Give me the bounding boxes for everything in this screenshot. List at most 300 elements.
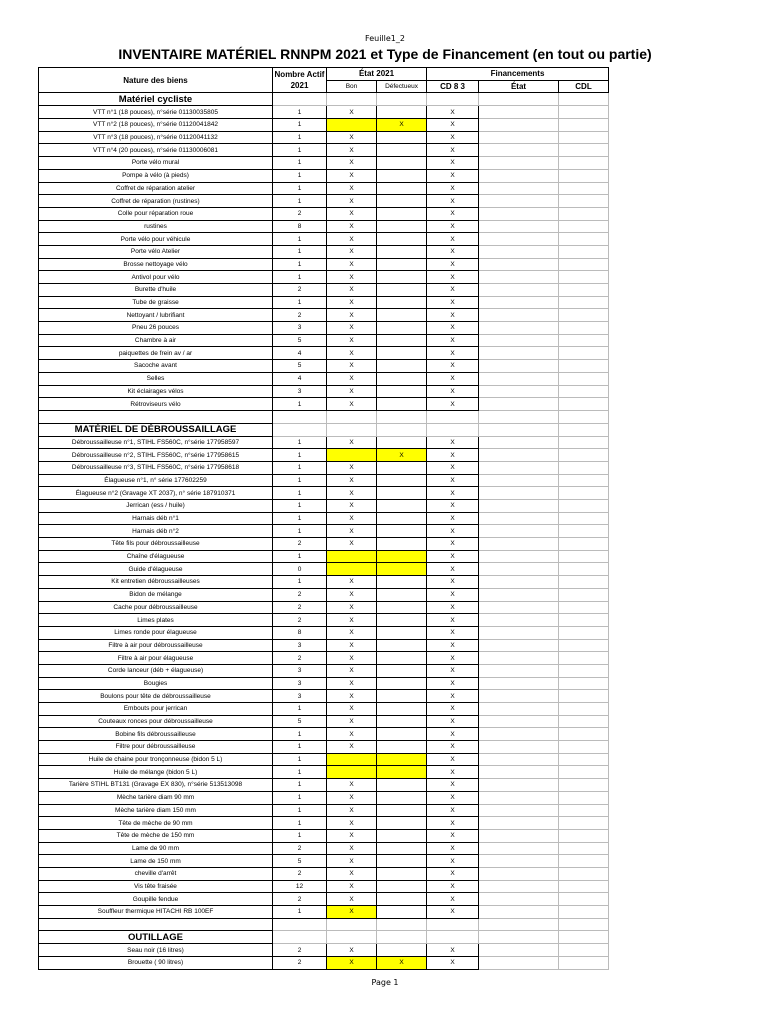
item-name: Jerrican (ess / huile) [39, 500, 273, 513]
item-count: 2 [273, 944, 327, 957]
etat-defectueux [377, 195, 427, 208]
etat-defectueux [377, 766, 427, 779]
fin-etat [479, 398, 559, 411]
fin-etat [479, 576, 559, 589]
section-header-row [39, 423, 609, 436]
fin-cd83: X [427, 284, 479, 297]
etat-bon: X [327, 626, 377, 639]
etat-defectueux [377, 207, 427, 220]
spacer-cell [377, 918, 427, 931]
item-count: 2 [273, 867, 327, 880]
item-name: Bougies [39, 677, 273, 690]
table-row [39, 258, 609, 271]
etat-bon: X [327, 703, 377, 716]
fin-cdl [559, 436, 609, 449]
fin-cdl [559, 131, 609, 144]
etat-bon: X [327, 842, 377, 855]
fin-cd83: X [427, 779, 479, 792]
item-name: Chambre à air [39, 334, 273, 347]
fin-cd83: X [427, 436, 479, 449]
etat-defectueux [377, 245, 427, 258]
fin-cd83: X [427, 906, 479, 919]
etat-defectueux [377, 741, 427, 754]
item-count: 1 [273, 436, 327, 449]
fin-cd83: X [427, 245, 479, 258]
item-count: 1 [273, 728, 327, 741]
fin-etat [479, 588, 559, 601]
item-name: Porte vélo mural [39, 157, 273, 170]
fin-etat [479, 182, 559, 195]
fin-cdl [559, 893, 609, 906]
etat-defectueux [377, 233, 427, 246]
fin-etat [479, 563, 559, 576]
section-empty-cell [377, 931, 427, 944]
item-name: Filtre à air pour élagueuse [39, 652, 273, 665]
spacer-cell [427, 918, 479, 931]
header-etat-financement: État [479, 80, 559, 93]
fin-cdl [559, 664, 609, 677]
etat-bon: X [327, 867, 377, 880]
item-name: Embouts pour jerrican [39, 703, 273, 716]
fin-etat [479, 131, 559, 144]
fin-etat [479, 334, 559, 347]
item-count: 8 [273, 626, 327, 639]
fin-cd83: X [427, 334, 479, 347]
table-row [39, 576, 609, 589]
fin-cdl [559, 258, 609, 271]
etat-bon: X [327, 334, 377, 347]
item-count: 2 [273, 652, 327, 665]
fin-etat [479, 157, 559, 170]
item-name: Tête fils pour débroussailleuse [39, 538, 273, 551]
fin-etat [479, 106, 559, 119]
fin-etat [479, 500, 559, 513]
fin-cdl [559, 944, 609, 957]
fin-cdl [559, 779, 609, 792]
fin-cdl [559, 576, 609, 589]
fin-cd83: X [427, 626, 479, 639]
item-name: Bobine fils débroussailleuse [39, 728, 273, 741]
etat-defectueux [377, 791, 427, 804]
etat-bon: X [327, 639, 377, 652]
etat-bon: X [327, 677, 377, 690]
etat-defectueux [377, 817, 427, 830]
table-row [39, 855, 609, 868]
etat-defectueux [377, 804, 427, 817]
item-name: Cache pour débroussailleuse [39, 601, 273, 614]
fin-etat [479, 372, 559, 385]
table-row [39, 753, 609, 766]
spacer-cell [39, 410, 273, 423]
fin-cdl [559, 474, 609, 487]
fin-cdl [559, 398, 609, 411]
fin-etat [479, 385, 559, 398]
table-row [39, 169, 609, 182]
etat-defectueux [377, 131, 427, 144]
fin-etat [479, 817, 559, 830]
etat-defectueux [377, 525, 427, 538]
table-row [39, 245, 609, 258]
etat-bon: X [327, 106, 377, 119]
fin-cdl [559, 322, 609, 335]
fin-cdl [559, 372, 609, 385]
etat-defectueux [377, 690, 427, 703]
table-row [39, 284, 609, 297]
fin-etat [479, 880, 559, 893]
fin-cdl [559, 829, 609, 842]
item-count: 4 [273, 372, 327, 385]
fin-cdl [559, 652, 609, 665]
etat-defectueux [377, 728, 427, 741]
etat-bon [327, 753, 377, 766]
fin-cd83: X [427, 233, 479, 246]
fin-etat [479, 893, 559, 906]
table-row [39, 525, 609, 538]
table-row [39, 182, 609, 195]
fin-cdl [559, 538, 609, 551]
fin-cd83: X [427, 741, 479, 754]
item-name: Huile de mélange (bidon 5 L) [39, 766, 273, 779]
item-name: Tube de graisse [39, 296, 273, 309]
table-row [39, 893, 609, 906]
table-row [39, 334, 609, 347]
fin-etat [479, 753, 559, 766]
item-name: Seau noir (16 litres) [39, 944, 273, 957]
section-empty-cell [559, 423, 609, 436]
item-name: Débroussailleuse n°1, STIHL FS560C, n°série 177958597 [39, 436, 273, 449]
spacer-cell [427, 410, 479, 423]
sheet-name: Feuille1_2 [365, 34, 405, 43]
etat-defectueux [377, 461, 427, 474]
etat-defectueux [377, 271, 427, 284]
etat-bon: X [327, 741, 377, 754]
fin-cd83: X [427, 715, 479, 728]
item-name: VTT n°4 (20 pouces), n°série 01130006081 [39, 144, 273, 157]
item-count: 1 [273, 461, 327, 474]
etat-defectueux [377, 398, 427, 411]
table-row [39, 487, 609, 500]
item-name: Pneu 26 pouces [39, 322, 273, 335]
table-row [39, 639, 609, 652]
spacer-cell [559, 410, 609, 423]
fin-etat [479, 474, 559, 487]
etat-defectueux [377, 182, 427, 195]
item-count: 1 [273, 398, 327, 411]
table-row [39, 207, 609, 220]
header-defectueux: Défectueux [377, 80, 427, 93]
fin-cdl [559, 525, 609, 538]
fin-cdl [559, 957, 609, 970]
spacer-cell [273, 410, 327, 423]
spacer-cell [327, 410, 377, 423]
page-number: Page 1 [371, 978, 399, 987]
table-row [39, 157, 609, 170]
fin-cd83: X [427, 957, 479, 970]
item-name: Chaîne d'élagueuse [39, 550, 273, 563]
etat-defectueux [377, 309, 427, 322]
fin-etat [479, 906, 559, 919]
fin-cdl [559, 601, 609, 614]
table-row [39, 626, 609, 639]
etat-bon: X [327, 538, 377, 551]
etat-bon: X [327, 500, 377, 513]
item-name: Burette d'huile [39, 284, 273, 297]
fin-cdl [559, 169, 609, 182]
item-count: 3 [273, 664, 327, 677]
item-name: Mèche tarière diam 90 mm [39, 791, 273, 804]
table-row [39, 741, 609, 754]
item-name: Brouette ( 90 litres) [39, 957, 273, 970]
fin-cd83: X [427, 487, 479, 500]
etat-defectueux [377, 360, 427, 373]
etat-bon: X [327, 436, 377, 449]
item-count: 1 [273, 449, 327, 462]
section-empty-cell [327, 931, 377, 944]
fin-cdl [559, 626, 609, 639]
item-count: 1 [273, 550, 327, 563]
etat-defectueux [377, 512, 427, 525]
fin-cd83: X [427, 398, 479, 411]
item-count: 1 [273, 271, 327, 284]
fin-cd83: X [427, 271, 479, 284]
item-name: Filtre pour débroussailleuse [39, 741, 273, 754]
table-row [39, 233, 609, 246]
table-row [39, 398, 609, 411]
fin-etat [479, 284, 559, 297]
etat-defectueux: X [377, 449, 427, 462]
fin-cd83: X [427, 195, 479, 208]
item-count: 1 [273, 245, 327, 258]
fin-cd83: X [427, 385, 479, 398]
fin-cdl [559, 309, 609, 322]
etat-defectueux [377, 829, 427, 842]
fin-cd83: X [427, 639, 479, 652]
fin-etat [479, 119, 559, 132]
table-row [39, 664, 609, 677]
spacer-cell [273, 918, 327, 931]
item-count: 1 [273, 144, 327, 157]
fin-etat [479, 347, 559, 360]
section-empty-cell [327, 423, 377, 436]
header-cdl: CDL [559, 80, 609, 93]
etat-bon [327, 449, 377, 462]
inventory-table [38, 67, 609, 970]
fin-cd83: X [427, 106, 479, 119]
fin-etat [479, 258, 559, 271]
fin-cd83: X [427, 791, 479, 804]
table-row [39, 106, 609, 119]
item-count: 1 [273, 157, 327, 170]
section-empty-cell [427, 423, 479, 436]
item-count: 3 [273, 322, 327, 335]
section-header-row [39, 931, 609, 944]
etat-defectueux [377, 296, 427, 309]
etat-bon: X [327, 588, 377, 601]
fin-cd83: X [427, 728, 479, 741]
item-name: Boulons pour tête de débroussailleuse [39, 690, 273, 703]
item-name: Limes ronde pour élagueuse [39, 626, 273, 639]
fin-etat [479, 296, 559, 309]
item-name: rustines [39, 220, 273, 233]
table-row [39, 829, 609, 842]
fin-etat [479, 715, 559, 728]
table-row [39, 195, 609, 208]
fin-etat [479, 791, 559, 804]
fin-cdl [559, 182, 609, 195]
etat-bon: X [327, 220, 377, 233]
fin-cd83: X [427, 601, 479, 614]
table-row [39, 538, 609, 551]
table-row [39, 271, 609, 284]
fin-etat [479, 779, 559, 792]
table-row [39, 601, 609, 614]
item-count: 1 [273, 525, 327, 538]
fin-etat [479, 957, 559, 970]
section-empty-cell [273, 931, 327, 944]
table-row [39, 144, 609, 157]
fin-etat [479, 169, 559, 182]
fin-etat [479, 245, 559, 258]
section-empty-cell [479, 931, 559, 944]
fin-cdl [559, 360, 609, 373]
etat-defectueux [377, 639, 427, 652]
fin-cd83: X [427, 677, 479, 690]
table-row [39, 385, 609, 398]
fin-etat [479, 322, 559, 335]
item-count: 2 [273, 601, 327, 614]
fin-etat [479, 664, 559, 677]
fin-etat [479, 195, 559, 208]
fin-etat [479, 703, 559, 716]
fin-etat [479, 487, 559, 500]
fin-etat [479, 690, 559, 703]
etat-bon: X [327, 487, 377, 500]
fin-cd83: X [427, 360, 479, 373]
etat-bon: X [327, 360, 377, 373]
fin-etat [479, 309, 559, 322]
item-count: 3 [273, 639, 327, 652]
etat-defectueux [377, 880, 427, 893]
etat-defectueux [377, 677, 427, 690]
section-title: OUTILLAGE [39, 931, 273, 944]
fin-cd83: X [427, 690, 479, 703]
page-title: INVENTAIRE MATÉRIEL RNNPM 2021 et Type de Financement (en tout ou partie) [118, 46, 652, 62]
fin-cd83: X [427, 664, 479, 677]
etat-bon: X [327, 944, 377, 957]
item-name: Porte vélo pour véhicule [39, 233, 273, 246]
fin-cd83: X [427, 157, 479, 170]
fin-etat [479, 601, 559, 614]
item-count: 4 [273, 347, 327, 360]
etat-bon: X [327, 855, 377, 868]
table-row [39, 715, 609, 728]
item-name: Tête de mèche de 150 mm [39, 829, 273, 842]
fin-cdl [559, 157, 609, 170]
fin-cd83: X [427, 880, 479, 893]
etat-bon: X [327, 169, 377, 182]
item-count: 3 [273, 690, 327, 703]
fin-etat [479, 766, 559, 779]
table-row [39, 512, 609, 525]
section-empty-cell [479, 423, 559, 436]
item-name: Souffleur thermique HITACHI RB 100EF [39, 906, 273, 919]
table-row [39, 474, 609, 487]
section-empty-cell [273, 423, 327, 436]
item-count: 1 [273, 829, 327, 842]
etat-bon: X [327, 715, 377, 728]
item-count: 1 [273, 233, 327, 246]
fin-cdl [559, 487, 609, 500]
item-name: Coffret de réparation (rustines) [39, 195, 273, 208]
item-name: Pompe à vélo (à pieds) [39, 169, 273, 182]
etat-bon: X [327, 576, 377, 589]
item-name: Limes plates [39, 614, 273, 627]
item-count: 2 [273, 957, 327, 970]
item-count: 1 [273, 741, 327, 754]
fin-cd83: X [427, 258, 479, 271]
fin-cdl [559, 791, 609, 804]
fin-cdl [559, 906, 609, 919]
fin-cd83: X [427, 563, 479, 576]
etat-bon: X [327, 728, 377, 741]
fin-cdl [559, 766, 609, 779]
fin-cdl [559, 880, 609, 893]
item-count: 2 [273, 538, 327, 551]
fin-etat [479, 829, 559, 842]
fin-cdl [559, 284, 609, 297]
fin-cd83: X [427, 474, 479, 487]
fin-cd83: X [427, 766, 479, 779]
fin-cdl [559, 334, 609, 347]
etat-bon: X [327, 207, 377, 220]
header-nature: Nature des biens [39, 68, 273, 93]
fin-etat [479, 144, 559, 157]
fin-cdl [559, 347, 609, 360]
etat-defectueux [377, 474, 427, 487]
item-name: VTT n°1 (18 pouces), n°série 01130035805 [39, 106, 273, 119]
fin-cdl [559, 817, 609, 830]
fin-etat [479, 639, 559, 652]
fin-cd83: X [427, 550, 479, 563]
fin-cd83: X [427, 220, 479, 233]
fin-etat [479, 207, 559, 220]
fin-cdl [559, 855, 609, 868]
fin-cdl [559, 842, 609, 855]
table-row [39, 728, 609, 741]
item-name: Colle pour réparation roue [39, 207, 273, 220]
fin-cd83: X [427, 347, 479, 360]
etat-bon: X [327, 157, 377, 170]
table-row [39, 220, 609, 233]
fin-cd83: X [427, 322, 479, 335]
fin-cdl [559, 195, 609, 208]
table-row [39, 614, 609, 627]
item-count: 1 [273, 817, 327, 830]
item-name: paiquettes de frein av / ar [39, 347, 273, 360]
item-name: Débroussailleuse n°2, STIHL FS560C, n°série 177958615 [39, 449, 273, 462]
fin-etat [479, 360, 559, 373]
etat-defectueux [377, 169, 427, 182]
etat-defectueux [377, 144, 427, 157]
etat-defectueux [377, 626, 427, 639]
fin-etat [479, 614, 559, 627]
fin-cdl [559, 296, 609, 309]
etat-bon: X [327, 779, 377, 792]
item-name: Lame de 90 mm [39, 842, 273, 855]
item-count: 1 [273, 576, 327, 589]
fin-cdl [559, 677, 609, 690]
fin-cd83: X [427, 449, 479, 462]
